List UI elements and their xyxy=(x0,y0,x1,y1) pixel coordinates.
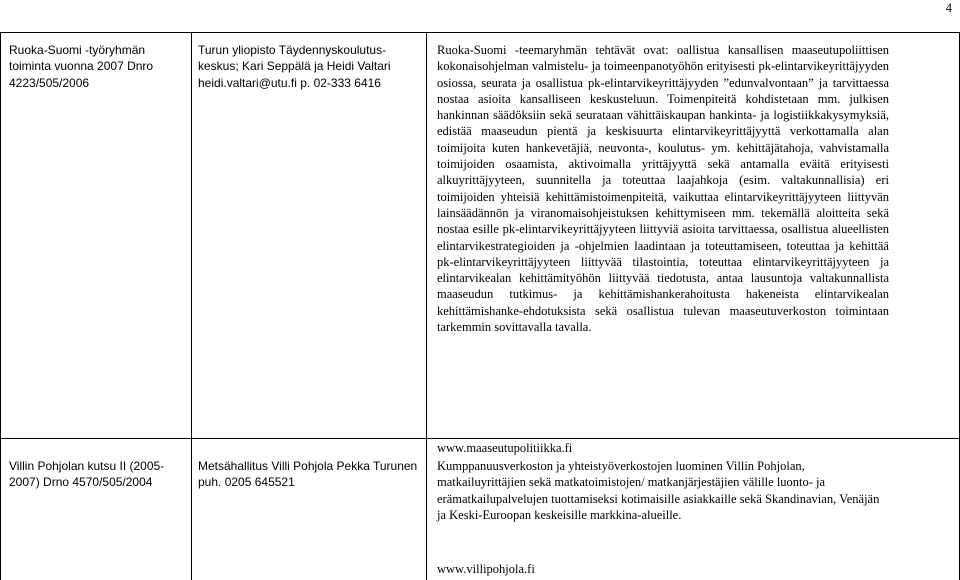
table-border-col1 xyxy=(191,32,192,580)
row2-project-cell xyxy=(9,458,185,491)
row1-description-cell xyxy=(437,42,889,335)
table-border-top xyxy=(0,32,960,33)
row2-project-text: Villin Pohjolan kutsu II (2005-2007) Drno 4570/505/2004 xyxy=(9,459,165,490)
row1-project-cell xyxy=(9,42,185,91)
row2-contact-cell xyxy=(198,458,420,491)
row2-contact-text: Metsähallitus Villi Pohjola Pekka Turunen puh. 0205 645521 xyxy=(198,459,418,490)
row2-description-cell xyxy=(437,458,889,523)
row1-url-link[interactable]: www.maaseutupolitiikka.fi xyxy=(437,441,573,455)
row2-url-link[interactable]: www.villipohjola.fi xyxy=(437,562,535,576)
row1-project-text: Ruoka-Suomi -työryhmän toiminta vuonna 2007 Dnro 4223/505/2006 xyxy=(9,43,154,90)
row1-description-text: Ruoka-Suomi -teemaryhmän tehtävät ovat: oallistua kansallisen maaseutupoliittisen kokonaisohjelman valmistelu- ja toimeenpanotyöhön erityisesti pk-elintarvikeyrittäjyyden osiossa, seurata ja osallistua pk-elintarvikeyrittäjyyden ”edunvalvontaan” ja tarvittaessa nostaa asioita kansalliseen keskusteluun. Toimenpiteitä kohdistetaan mm. julkisen hankinnan säädöksiin sekä seurataan vähittäiskaupan hankinta- ja logistiikkakysymyksiä, edistää maaseudun pientä ja keskisuurta elintarvikeyrittäjyyttä verkottamalla alan toimijoita kuten hankevetäjiä, neuvonta-, koulutus- ym. kehittäjätahoja, vahvistamalla toimijoiden osaamista, aktivoimalla yrittäjyyttä sekä antamalla eväitä erityisesti alkuyrittäjyyteen, suunnitella ja toteuttaa laajahkoja (esim. valtakunnallisia) eri toimijoiden yhteisiä kehittämistoimenpiteitä, vaikuttaa elintarvikeyrittäjyyteen liittyvän lainsäädännön ja viranomaisohjeistuksen kehittymiseen mm. tekemällä aloitteita sekä nostaa esille pk-elintarvikeyrittäjyyteen liittyviä asioita tarvittaessa, osallistua alueellisten elintarvikestrategioiden ja -ohjelmien laadintaan ja toteuttamiseen, toteuttaa ja kehittää pk-elintarvikeyrittäjyyteen liittyvää tilastointia, toteuttaa elintarvikeyrittäjyyteen ja elintarvikealan kehittämityöhön liittyvää tiedotusta, antaa lausuntoja valtakunnallista maaseudun tutkimus- ja kehittämishankerahoitusta hakeneista elintarvikealan kehittämishanke-ehdotuksista sekä osallistua tulevan maaseutuverkoston toimintaan tarkemmin sovittavalla tavalla. xyxy=(437,43,889,335)
row1-contact-cell xyxy=(198,42,420,91)
row1-contact-text: Turun yliopisto Täydennyskoulutus-keskus; Kari Seppälä ja Heidi Valtari heidi.valtari@utu.fi p. 02-333 6416 xyxy=(198,43,391,90)
table-border-col2 xyxy=(426,32,427,580)
row2-description-text: Kumppanuusverkoston ja yhteistyöverkostojen luominen Villin Pohjolan, matkailuyrittäjien sekä matkatoimistojen/ matkanjärjestäjien välille luonto- ja erämatkailupalvelujen tuottamiseksi kotimaisille asiakkaille sekä Skandinavian, Venäjän ja Keski-Euroopan keskeisille markkina-alueille. xyxy=(437,459,880,522)
page-number: 4 xyxy=(945,1,952,15)
table-border-left xyxy=(0,32,1,580)
table-row-divider xyxy=(0,438,960,439)
